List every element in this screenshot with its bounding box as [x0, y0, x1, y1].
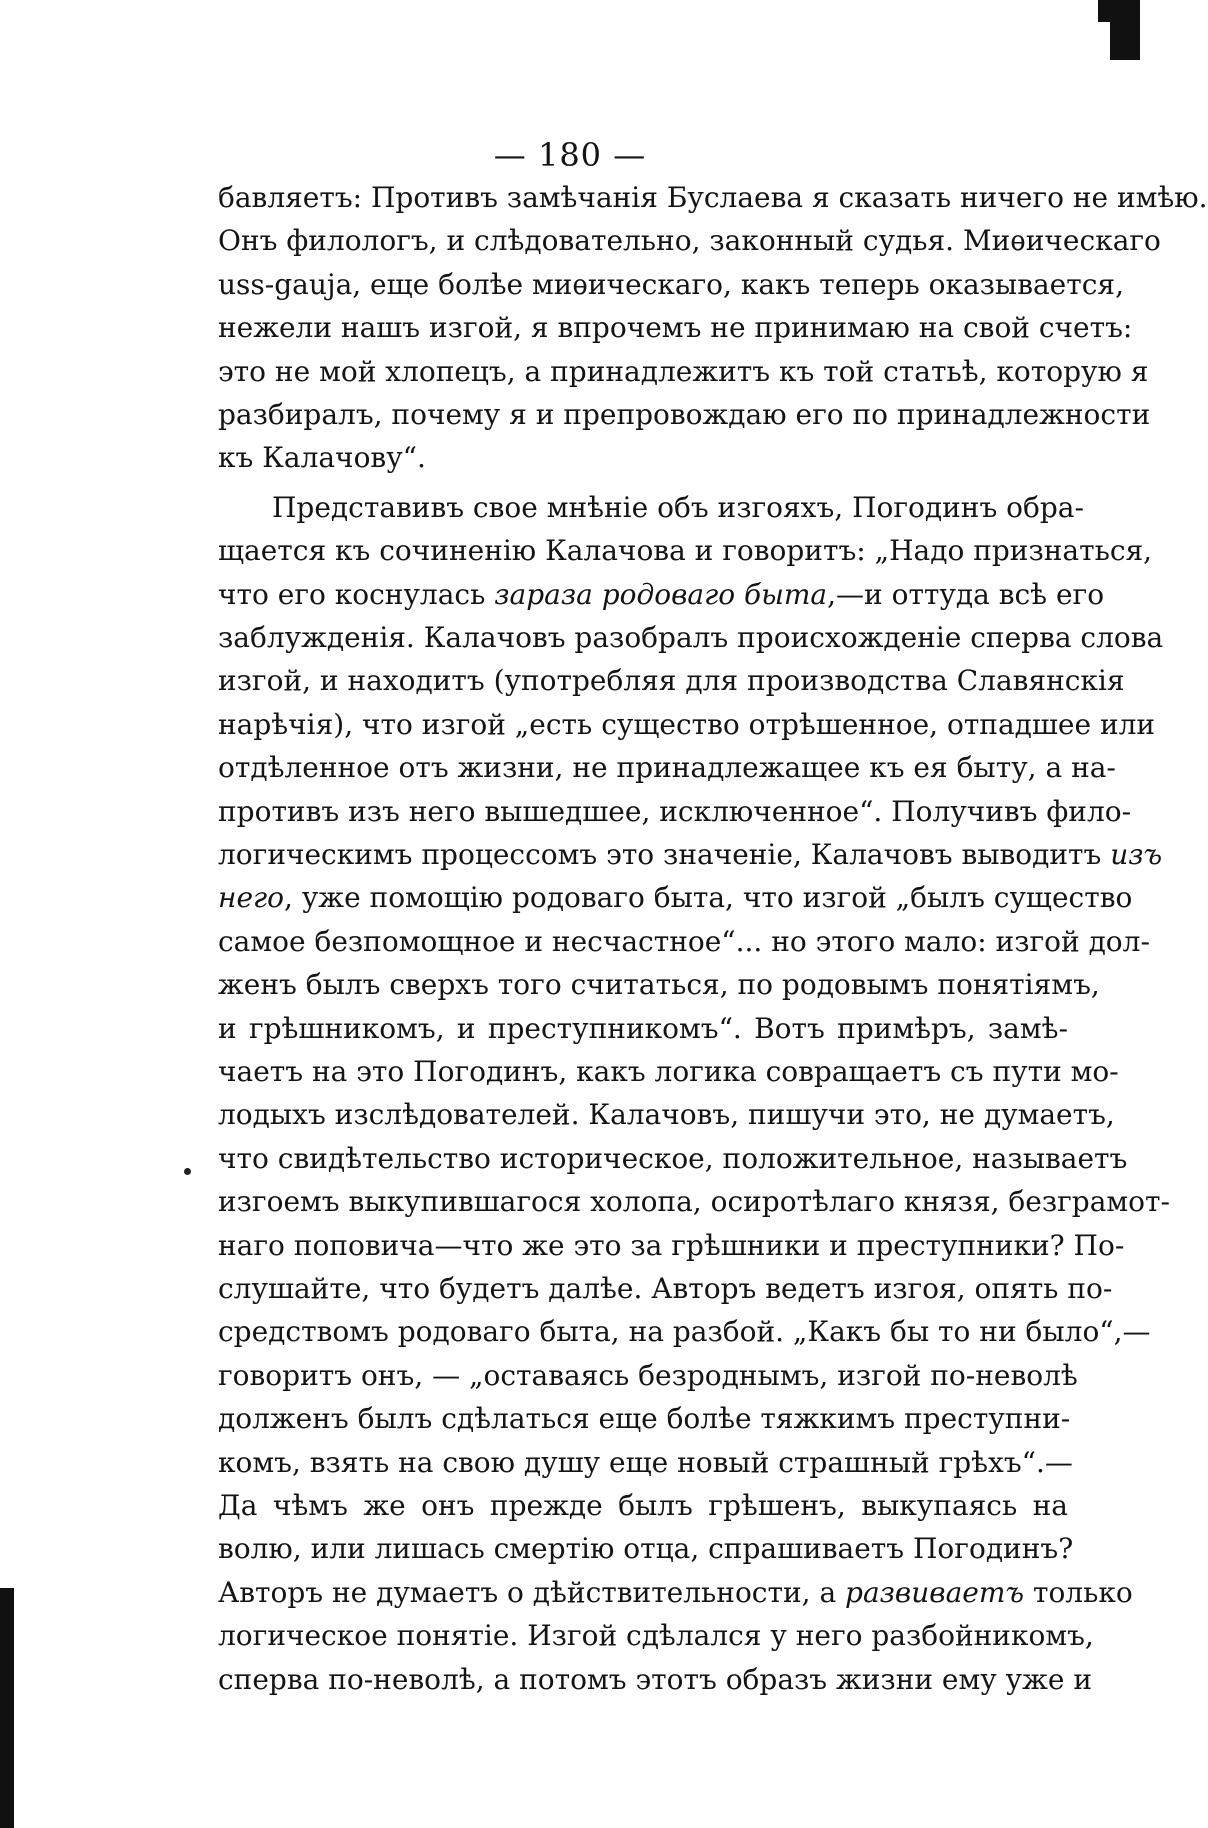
text-line — [218, 746, 1116, 790]
text-segment: бавляетъ: Противъ замѣчанія Буслаева я сказать ничего не имѣю. — [218, 181, 1208, 214]
text-segment: долженъ былъ сдѣлаться еще болѣе тяжкимъ преступни- — [218, 1402, 1071, 1436]
text-line — [218, 920, 1150, 964]
text-line — [218, 963, 1100, 1007]
text-line — [218, 350, 1149, 394]
italic-phrase: зараза родоваго быта — [494, 577, 828, 611]
ink-speck — [184, 1168, 191, 1175]
text-segment: наго поповича—что же это за грѣшники и преступники? По- — [218, 1228, 1125, 1262]
text-segment: нежели нашъ изгой, я впрочемъ не принимаю на свой счетъ: — [218, 311, 1133, 345]
text-segment: это не мой хлопецъ, а принадлежитъ къ той статьѣ, которую я — [218, 354, 1149, 388]
text-line — [218, 1484, 1068, 1528]
text-segment: что свидѣтельство историческое, положительное, называетъ — [218, 1141, 1128, 1175]
text-line — [218, 1354, 1078, 1398]
text-segment: нарѣчія), что изгой „есть существо отрѣшенное, отпадшее или — [218, 707, 1156, 741]
text-segment: , уже помощію родоваго быта, что изгой „былъ существо — [284, 881, 1133, 915]
text-segment: къ Калачову“. — [218, 441, 426, 475]
text-segment: сперва по-неволѣ, а потомъ этотъ образъ жизни ему уже и — [218, 1662, 1093, 1696]
text-line — [218, 1441, 1073, 1485]
text-segment: только — [1024, 1575, 1133, 1609]
text-line — [218, 833, 1163, 877]
text-segment: заблужденія. Калачовъ разобралъ происхожденіе сперва слова — [218, 621, 1164, 654]
text-segment: чаетъ на это Погодинъ, какъ логика совращаетъ съ пути мо- — [218, 1055, 1119, 1088]
text-segment: волю, или лишась смертію отца, спрашиваетъ Погодинъ? — [218, 1532, 1074, 1566]
text-line — [272, 486, 1084, 530]
text-segment: средствомъ родоваго быта, на разбой. „Какъ бы то ни было“,— — [218, 1315, 1151, 1349]
text-line — [218, 1658, 1093, 1702]
text-segment: Представивъ свое мнѣніе объ изгояхъ, Погодинъ обра- — [272, 490, 1084, 524]
text-line — [218, 1310, 1151, 1354]
text-line — [218, 436, 1068, 480]
text-segment: самое безпомощное и несчастное“... но этого мало: изгой дол- — [218, 924, 1150, 958]
text-segment: говоритъ онъ, — „оставаясь безроднымъ, изгой по-неволѣ — [218, 1358, 1078, 1392]
page-number: — 180 — — [493, 136, 647, 174]
italic-phrase: него — [218, 881, 285, 915]
text-line — [218, 1571, 1133, 1615]
text-line — [218, 1137, 1128, 1181]
text-segment: женъ былъ сверхъ того считаться, по родовымъ понятіямъ, — [218, 968, 1100, 1002]
text-line — [218, 529, 1153, 573]
text-line — [218, 219, 1161, 263]
text-segment: и грѣшникомъ, и преступникомъ“. Вотъ примѣръ, замѣ- — [218, 1011, 1068, 1045]
text-line — [218, 1007, 1068, 1051]
text-line — [218, 1093, 1115, 1137]
scan-edge-shadow — [0, 1588, 14, 1828]
text-line — [218, 1527, 1074, 1571]
text-segment: комъ, взять на свою душу еще новый страшный грѣхъ“.— — [218, 1445, 1073, 1479]
text-line — [218, 1050, 1119, 1094]
text-segment: изгоемъ выкупившагося холопа, осиротѣлаго князя, безграмот- — [218, 1185, 1170, 1219]
text-line — [218, 263, 1124, 307]
text-segment: логическое понятіе. Изгой сдѣлался у него разбойникомъ, — [218, 1619, 1094, 1653]
text-segment: изгой, и находитъ (употребляя для производства Славянскія — [218, 664, 1125, 698]
text-line — [218, 659, 1125, 703]
italic-phrase: изъ — [1110, 838, 1163, 871]
text-segment: слушайте, что будетъ далѣе. Авторъ ведетъ изгоя, опять по- — [218, 1272, 1113, 1305]
text-line — [218, 306, 1133, 350]
text-segment: логическимъ процессомъ это значеніе, Калачовъ выводитъ — [218, 838, 1111, 871]
text-segment: Да чѣмъ же онъ прежде былъ грѣшенъ, выкупаясь на — [218, 1489, 1068, 1522]
text-line — [218, 1267, 1113, 1311]
scan-edge-shadow — [1098, 0, 1110, 22]
text-segment: отдѣленное отъ жизни, не принадлежащее къ ея быту, а на- — [218, 751, 1116, 785]
text-line — [218, 1397, 1071, 1441]
text-line — [218, 1180, 1170, 1224]
text-segment: противъ изъ него вышедшее, исключенное“. Получивъ фило- — [218, 794, 1132, 828]
text-line — [218, 1224, 1125, 1268]
text-segment: щается къ сочиненію Калачова и говоритъ: „Надо признаться, — [218, 534, 1153, 568]
italic-phrase: развиваетъ — [845, 1575, 1025, 1609]
text-segment: Онъ филологъ, и слѣдовательно, законный судья. Миѳическаго — [218, 224, 1161, 258]
text-segment: разбиралъ, почему я и препровождаю его по принадлежности — [218, 398, 1151, 431]
text-segment: uss-gauja, еще болѣе миѳическаго, какъ теперь оказывается, — [218, 267, 1124, 301]
text-line — [218, 876, 1133, 920]
text-line — [218, 176, 1208, 220]
text-line — [218, 616, 1164, 660]
text-segment: Авторъ не думаетъ о дѣйствительности, а — [218, 1575, 846, 1609]
scan-edge-shadow — [1110, 0, 1140, 60]
text-line — [218, 1614, 1094, 1658]
text-segment: лодыхъ изслѣдователей. Калачовъ, пишучи это, не думаетъ, — [218, 1098, 1115, 1132]
text-line — [218, 573, 1105, 617]
text-segment: что его коснулась — [218, 577, 495, 611]
text-line — [218, 393, 1151, 437]
text-segment: ,—и оттуда всѣ его — [827, 577, 1105, 611]
text-line — [218, 703, 1156, 747]
text-line — [218, 790, 1132, 834]
